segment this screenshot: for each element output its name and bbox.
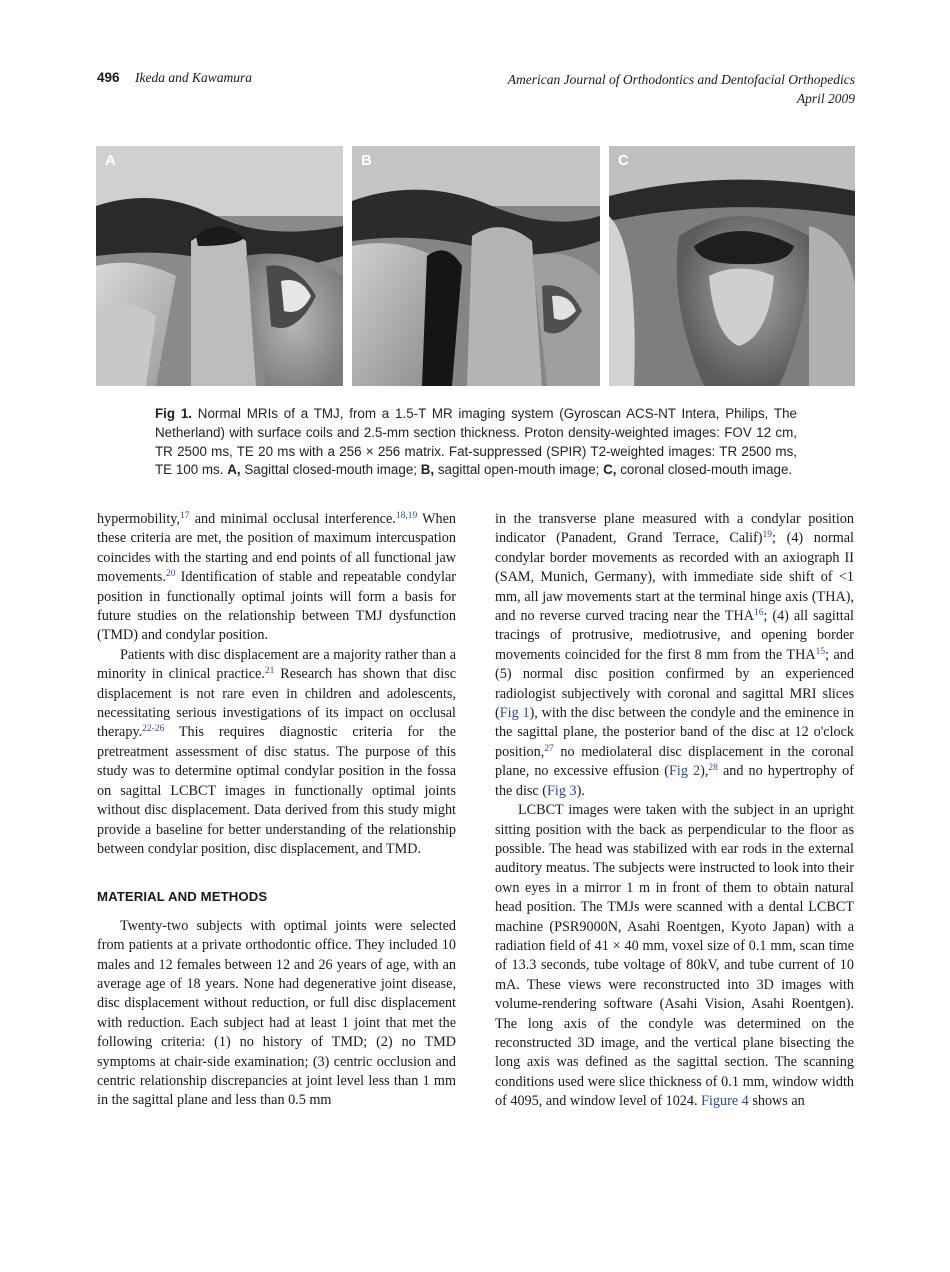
section-heading: MATERIAL AND METHODS bbox=[97, 889, 268, 905]
figure-caption bbox=[155, 405, 797, 480]
citation[interactable]: 20 bbox=[165, 569, 176, 580]
mri-panel-c bbox=[609, 146, 855, 386]
text-run: ; (4) normal condylar border movements as recorded with an axiograph II (SAM, Munich, Germany), with immediate side shift of <1 mm, all jaw movements start at the terminal hinge axis (THA), and no reverse curved tracing near the THA bbox=[495, 530, 854, 625]
panel-letter-a: A bbox=[105, 152, 116, 169]
caption-a-label: A, bbox=[227, 462, 241, 478]
citation[interactable]: 16 bbox=[753, 608, 764, 619]
text-run: Patients with disc displacement are a majority rather than a minority in clinical practice. bbox=[97, 646, 456, 683]
right-column bbox=[495, 510, 854, 1112]
caption-b-label: B, bbox=[420, 462, 435, 478]
paragraph bbox=[97, 510, 456, 646]
text-run: ). bbox=[576, 782, 585, 799]
citation[interactable]: 19 bbox=[762, 530, 772, 541]
text-run: ), with the disc between the condyle and the eminence in the sagittal plane, the posterior band of the disc at 12 o'clock position, bbox=[495, 705, 854, 760]
citation[interactable]: 27 bbox=[544, 743, 554, 754]
paragraph bbox=[495, 801, 854, 1112]
mri-coronal-closed-image bbox=[609, 146, 855, 386]
mri-panel-a bbox=[96, 146, 343, 386]
caption-text: Normal MRIs of a TMJ, from a 1.5-T MR imaging system (Gyroscan ACS-NT Intera, Philips, The Netherland) with surface coils and 2.5-mm section thickness. Proton density-weighted images: FOV 12 cm, TR 2500 ms, TE 20 ms with a 256 × 256 matrix. Fat-suppressed (SPIR) T2-weighted images: TR 2500 ms, TE 100 ms. bbox=[155, 406, 797, 478]
journal-title: American Journal of Orthodontics and Dentofacial Orthopedics bbox=[507, 72, 855, 87]
citation[interactable]: 22-26 bbox=[142, 724, 165, 735]
caption-label: Fig 1. bbox=[155, 406, 193, 421]
mri-panel-b bbox=[352, 146, 600, 386]
paragraph bbox=[97, 646, 456, 859]
running-authors: Ikeda and Kawamura bbox=[135, 70, 252, 85]
caption-b-text: sagittal open-mouth image; bbox=[434, 462, 604, 478]
running-header bbox=[97, 70, 855, 110]
mri-sagittal-open-image bbox=[352, 146, 600, 386]
issue-date: April 2009 bbox=[796, 91, 855, 106]
text-run: ), bbox=[700, 763, 709, 780]
left-column bbox=[97, 510, 456, 1111]
citation[interactable]: 21 bbox=[264, 666, 275, 677]
text-run: Research has shown that disc displacement is not rare even in children and adolescents, necessitating serious investigations of its impact on occlusal therapy. bbox=[97, 666, 456, 741]
caption-c-text: coronal closed-mouth image. bbox=[616, 462, 793, 478]
paragraph bbox=[495, 510, 854, 801]
paragraph: Twenty-two subjects with optimal joints were selected from patients at a private orthodontic office. They included 10 males and 12 females between 12 and 26 years of age, with an average age of 18 years. None had degenerative joint disease, disc displacement without reduction, or full disc displacement with reduction. Each subject had at least 1 joint that met the following criteria: (1) no history of TMD; (2) no TMD symptoms at chair-side examination; (3) centric occlusion and centric relationship discrepancies at joint level less than 1 mm in the sagittal plane and less than 0.5 mm bbox=[97, 917, 456, 1109]
citation[interactable]: 15 bbox=[815, 646, 826, 657]
panel-letter-c: C bbox=[618, 152, 629, 169]
figure-link[interactable]: Fig 1 bbox=[499, 705, 530, 722]
text-run: in the transverse plane measured with a condylar position indicator (Panadent, Grand Terrace, Calif) bbox=[495, 511, 854, 547]
text-run: Identification of stable and repeatable condylar position in functionally optimal joints will form a basis for future studies on the relationship between TMJ dysfunction (TMD) and condylar position. bbox=[97, 569, 456, 644]
caption-c-label: C, bbox=[603, 462, 617, 478]
mri-sagittal-closed-image bbox=[96, 146, 343, 386]
text-run: hypermobility, bbox=[97, 511, 181, 527]
journal-info bbox=[508, 70, 855, 108]
panel-letter-b: B bbox=[361, 152, 372, 169]
text-run: LCBCT images were taken with the subject in an upright sitting position with the back as perpendicular to the floor as possible. The head was stabilized with ear rods in the external auditory meatus. The subjects were instructed to look into their own eyes in a mirror 1 m in front of them to obtain natural head position. The TMJs were scanned with a dental LCBCT machine (PSR9000N, Asahi Roentgen, Kyoto Japan) with a radiation field of 41 × 40 mm, voxel size of 0.1 mm, scan time of 13.3 seconds, tube voltage of 80kV, and tube current of 10 mA. These views were reconstructed into 3D images with volume-rendering software (Asahi Vision, Asahi Roentgen). The long axis of the condyle was determined on the reconstructed 3D image, and the vertical plane bisecting the long axis was defined as the sagittal section. The scanning conditions used were slice thickness of 0.1 mm, window width of 4095, and window level of 1024. bbox=[495, 802, 854, 1110]
text-run: ; and (5) normal disc position confirmed by an experienced radiologist subjectively with coronal and sagittal MRI slices ( bbox=[495, 646, 854, 722]
text-run: and minimal occlusal interference. bbox=[189, 511, 396, 527]
text-run: When these criteria are met, the position of maximum intercuspation coincides with the starting and end points of all functional jaw movements. bbox=[97, 511, 456, 586]
figure-link[interactable]: Fig 2 bbox=[669, 763, 701, 780]
text-run: This requires diagnostic criteria for the pretreatment assessment of disc status. The purpose of this study was to determine optimal condylar position in the fossa on sagittal LCBCT images in functionally optimal joints without disc displacement. Data derived from this study might provide a baseline for better understanding of the relationship between condylar position, disc displacement, and TMD. bbox=[97, 724, 456, 857]
page-number: 496 bbox=[97, 70, 120, 85]
figure-link[interactable]: Figure 4 bbox=[701, 1093, 749, 1110]
citation[interactable]: 28 bbox=[708, 763, 718, 774]
text-run: and no hypertrophy of the disc ( bbox=[495, 763, 854, 799]
caption-a-text: Sagittal closed-mouth image; bbox=[240, 462, 421, 478]
figure-link[interactable]: Fig 3 bbox=[547, 782, 577, 799]
text-run: ; (4) all sagittal tracings of protrusive, mediotrusive, and opening border movements coincided for the first 8 mm from the THA bbox=[495, 608, 854, 663]
citation[interactable]: 17 bbox=[180, 511, 190, 521]
citation[interactable]: 18,19 bbox=[395, 511, 418, 521]
text-run: no mediolateral disc displacement in the coronal plane, no excessive effusion ( bbox=[495, 743, 854, 780]
text-run: shows an bbox=[748, 1093, 805, 1110]
